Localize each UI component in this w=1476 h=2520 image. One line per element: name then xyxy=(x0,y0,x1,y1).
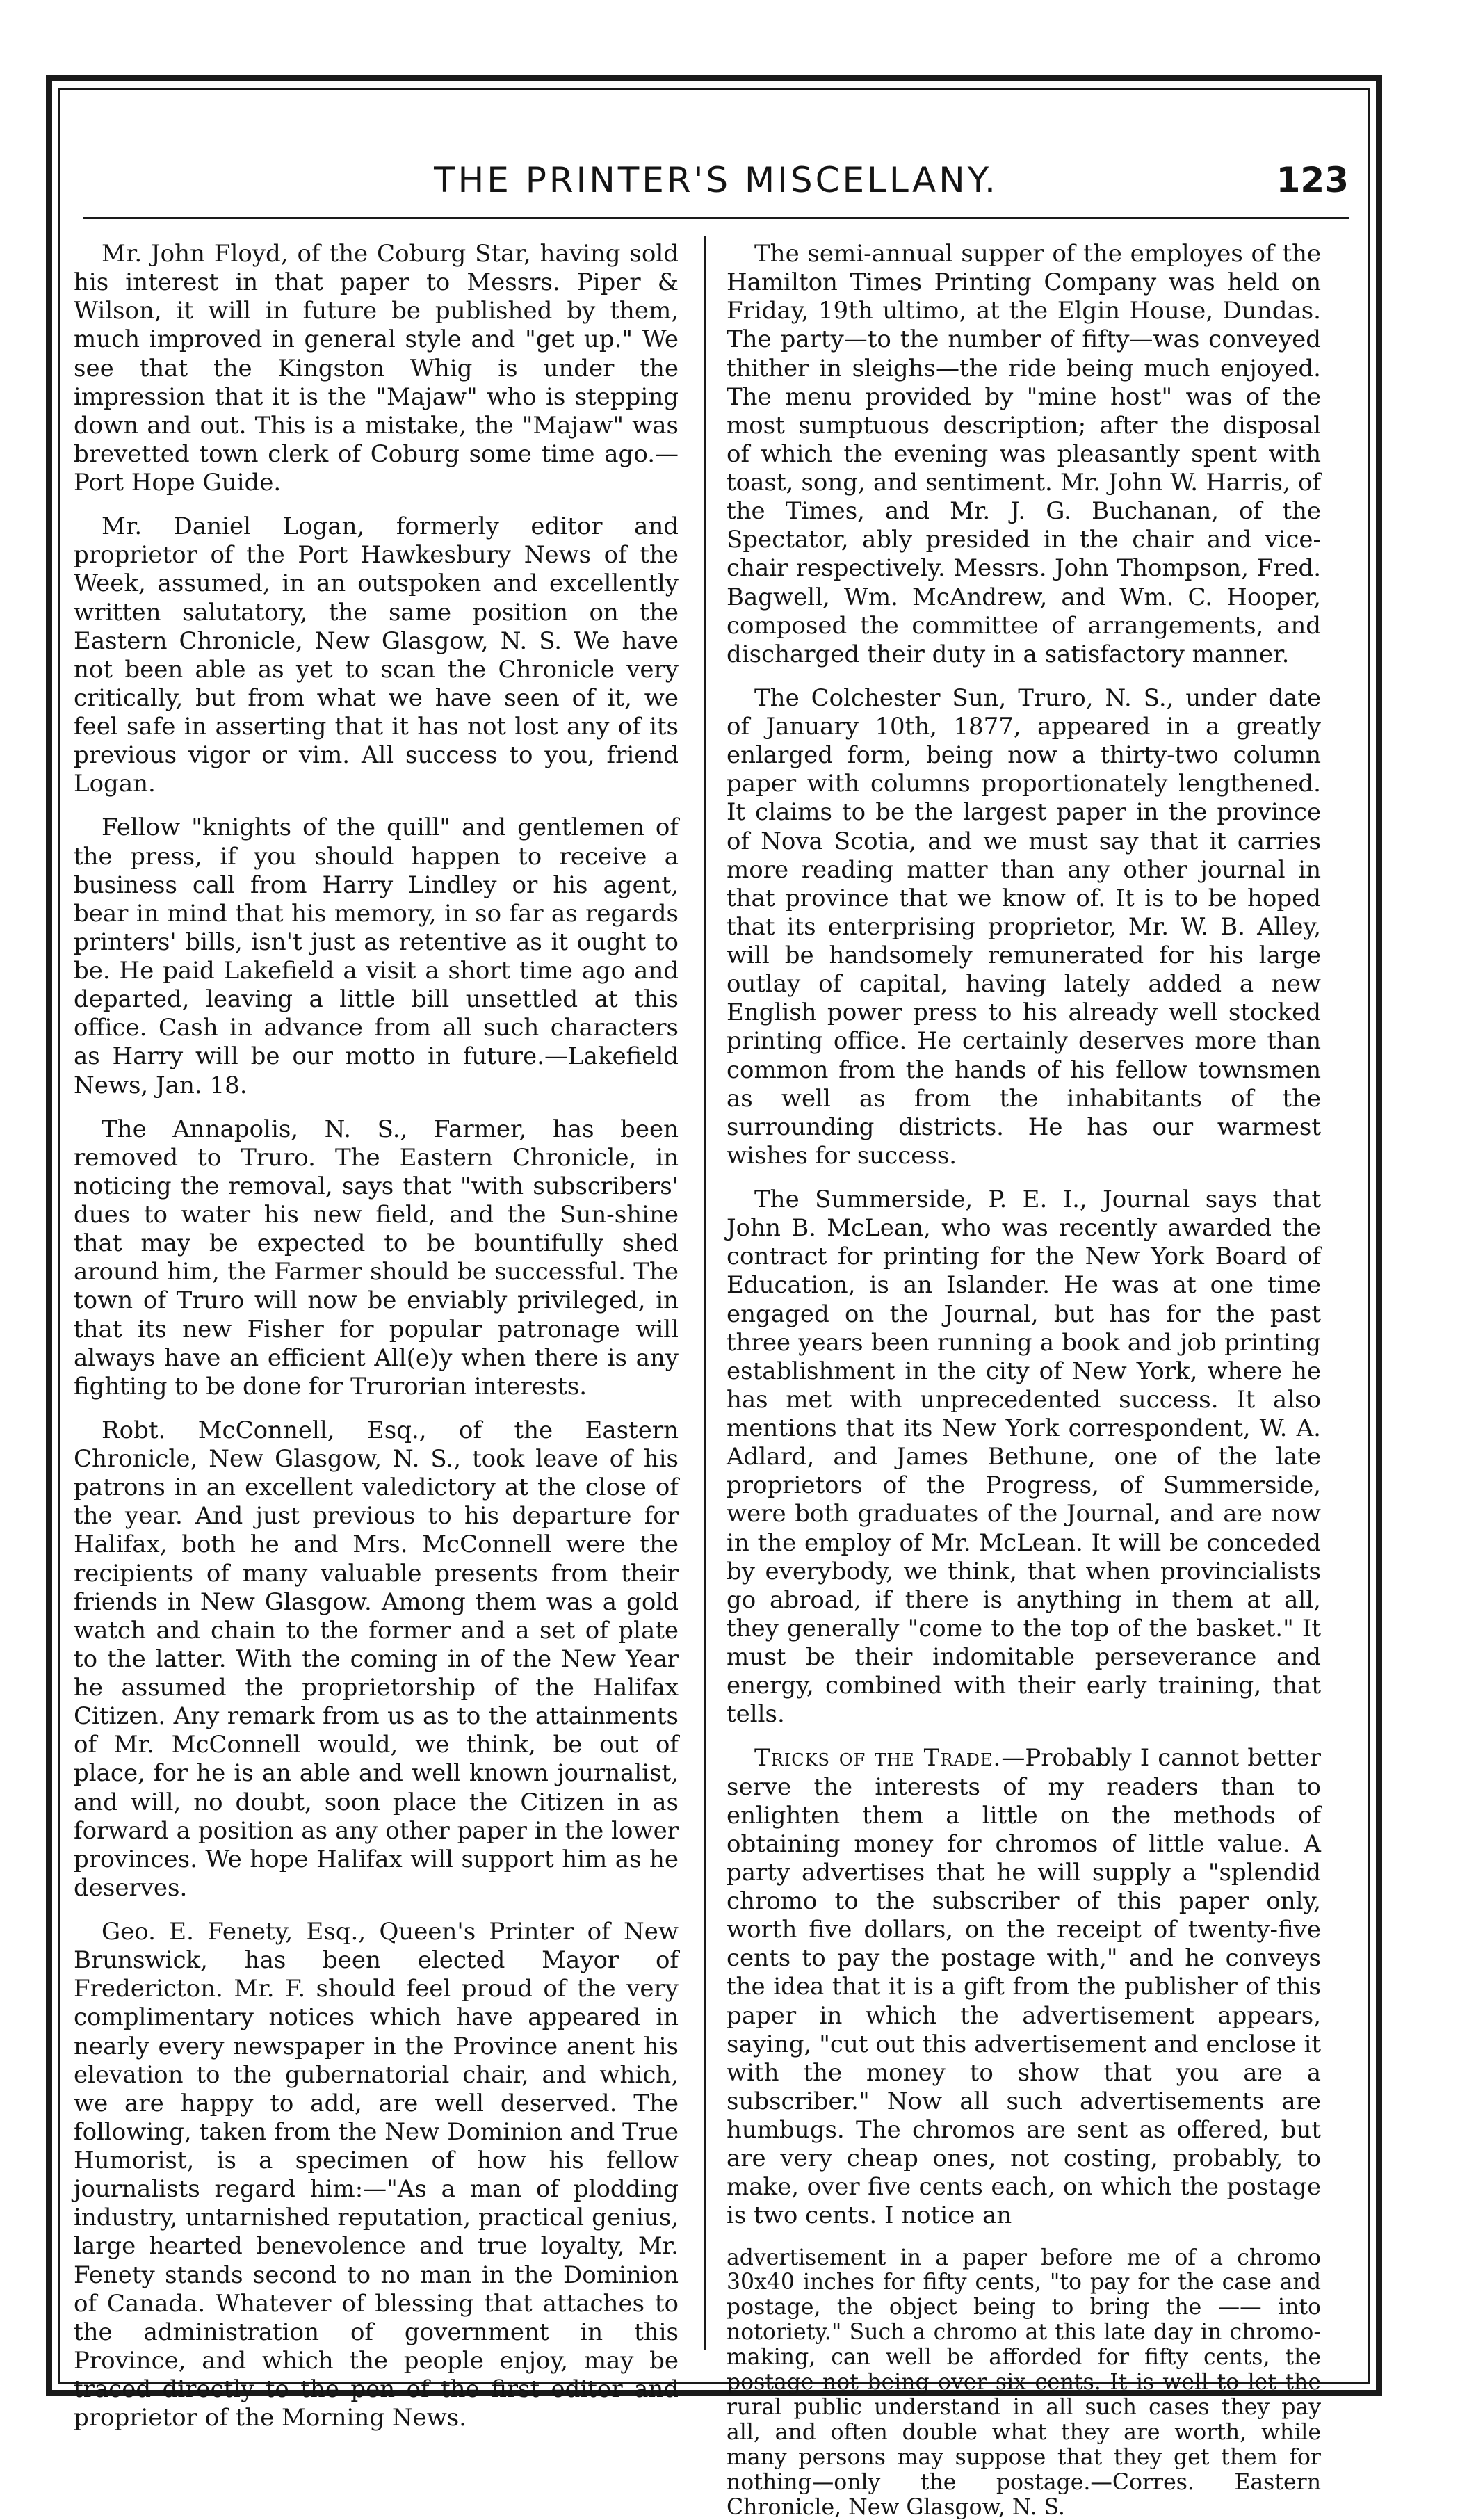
article-lead-in: Tricks of the Trade. xyxy=(754,1744,1001,1772)
page-title: THE PRINTER'S MISCELLANY. xyxy=(83,160,1349,200)
article-tricks-continued: advertisement in a paper before me of a chromo 30x40 inches for fifty cents, "to pay for the case and postage, the object being to bring the —— into notoriety." Such a chromo at this late day in chromo-making, can well be afforded for fifty cents, the postage not being over six cents. It is well to let the rural public understand in all such cases they pay all, and often double what they are worth, while many persons may suppose that they get them for nothing—only the postage.—Corres. Eastern Chronicle, New Glasgow, N. S. xyxy=(727,2246,1321,2520)
running-head xyxy=(83,160,1349,209)
article-logan-eastern-chronicle: Mr. Daniel Logan, formerly editor and proprietor of the Port Hawkesbury News of the Week, assumed, in an outspoken and excellently written salutatory, the same position on the Eastern Chronicle, New Glasgow, N. S. We have not been able as yet to scan the Chronicle very critically, but from what we have seen of it, we feel safe in asserting that it has not lost any of its previous vigor or vim. All success to you, friend Logan. xyxy=(74,512,679,798)
left-column xyxy=(74,240,679,2361)
article-summerside-journal: The Summerside, P. E. I., Journal says that John B. McLean, who was recently awarded the contract for printing for the New York Board of Education, is an Islander. He was at one time engaged on the Journal, but has for the past three years been running a book and job printing establishment in the city of New York, where he has met with unprecedented success. It also mentions that its New York correspondent, W. A. Adlard, and James Bethune, one of the late proprietors of the Progress, of Summerside, were both graduates of the Journal, and are now in the employ of Mr. McLean. It will be conceded by everybody, we think, that when provincialists go abroad, if there is anything in them at all, they generally "come to the top of the basket." It must be their indomitable perseverance and energy, combined with their early training, that tells. xyxy=(727,1186,1321,1729)
article-annapolis-farmer: The Annapolis, N. S., Farmer, has been removed to Truro. The Eastern Chronicle, in noticing the removal, says that "with subscribers' dues to water his new field, and the Sun-shine that may be expected to be bountifully shed around him, the Farmer should be successful. The town of Truro will now be enviably privileged, in that its new Fisher for popular patronage will always have an efficient All(e)y when there is any fighting to be done for Trurorian interests. xyxy=(74,1115,679,1401)
article-fenety-fredericton: Geo. E. Fenety, Esq., Queen's Printer of New Brunswick, has been elected Mayor of Fredericton. Mr. F. should feel proud of the very complimentary notices which have appeared in nearly every newspaper in the Province anent his elevation to the gubernatorial chair, and which, we are happy to add, are well deserved. The following, taken from the New Dominion and True Humorist, is a specimen of how his fellow journalists regard him:—"As a man of plodding industry, untarnished reputation, practical genius, large hearted benevolence and true loyalty, Mr. Fenety stands second to no man in the Dominion of Canada. Whatever of blessing that attaches to the administration of government in this Province, and which the people enjoy, may be traced directly to the pen of the first editor and proprietor of the Morning News. xyxy=(74,1918,679,2432)
article-mcconnell-halifax-citizen: Robt. McConnell, Esq., of the Eastern Chronicle, New Glasgow, N. S., took leave of his patrons in an excellent valedictory at the close of the year. And just previous to his departure for Halifax, both he and Mrs. McConnell were the recipients of many valuable presents from their friends in New Glasgow. Among them was a gold watch and chain to the former and a set of plate to the latter. With the coming in of the New Year he assumed the proprietorship of the Halifax Citizen. Any remark from us as to the attainments of Mr. McConnell would, we think, be out of place, for he is an able and well known journalist, and will, no doubt, soon place the Citizen in as forward a position as any other paper in the lower provinces. We hope Halifax will support him as he deserves. xyxy=(74,1416,679,1903)
article-tricks-of-the-trade xyxy=(727,1744,1321,2230)
article-body: —Probably I cannot better serve the interests of my readers than to enlighten them a little on the methods of obtaining money for chromos of little value. A party advertises that he will supply a "splendid chromo to the subscriber of this paper only, worth five dollars, on the receipt of twenty-five cents to pay the postage with," and he conveys the idea that it is a gift from the publisher of this paper in which the advertisement appears, saying, "cut out this advertisement and enclose it with the money to show that you are a subscriber." Now all such advertisements are humbugs. The chromos are sent as offered, but are very cheap ones, not costing, probably, to make, over five cents each, on which the postage is two cents. I notice an xyxy=(727,1744,1321,2229)
page-number: 123 xyxy=(1276,160,1349,200)
right-column xyxy=(727,240,1321,2361)
header-rule xyxy=(83,217,1349,219)
article-colchester-sun: The Colchester Sun, Truro, N. S., under date of January 10th, 1877, appeared in a greatly enlarged form, being now a thirty-two column paper with columns proportionately lengthened. It claims to be the largest paper in the province of Nova Scotia, and we must say that it carries more reading matter than any other journal in that province that we know of. It is to be hoped that its enterprising proprietor, Mr. W. B. Alley, will be handsomely remunerated for his large outlay of capital, having lately added a new English power press to his already well stocked printing office. He certainly deserves more than common from the hands of his fellow townsmen as well as from the inhabitants of the surrounding districts. He has our warmest wishes for success. xyxy=(727,684,1321,1170)
column-divider xyxy=(704,236,706,2350)
article-lindley-lakefield: Fellow "knights of the quill" and gentlemen of the press, if you should happen to receive a business call from Harry Lindley or his agent, bear in mind that his memory, in so far as regards printers' bills, isn't just as retentive as it ought to be. He paid Lakefield a visit a short time ago and departed, leaving a little bill unsettled at this office. Cash in advance from all such characters as Harry will be our motto in future.—Lakefield News, Jan. 18. xyxy=(74,814,679,1099)
article-hamilton-times-supper: The semi-annual supper of the employes of the Hamilton Times Printing Company was held on Friday, 19th ultimo, at the Elgin House, Dundas. The party—to the number of fifty—was conveyed thither in sleighs—the ride being much enjoyed. The menu provided by "mine host" was of the most sumptuous description; after the disposal of which the evening was pleasantly spent with toast, song, and sentiment. Mr. John W. Harris, of the Times, and Mr. J. G. Buchanan, of the Spectator, ably presided in the chair and vice-chair respectively. Messrs. John Thompson, Fred. Bagwell, Wm. McAndrew, and Wm. C. Hooper, composed the committee of arrangements, and discharged their duty in a satisfactory manner. xyxy=(727,240,1321,669)
article-floyd-coburg-star: Mr. John Floyd, of the Coburg Star, having sold his interest in that paper to Messrs. Piper & Wilson, it will in future be published by them, much improved in general style and "get up." We see that the Kingston Whig is under the impression that it is the "Majaw" who is stepping down and out. This is a mistake, the "Majaw" was brevetted town clerk of Coburg some time ago.—Port Hope Guide. xyxy=(74,240,679,497)
